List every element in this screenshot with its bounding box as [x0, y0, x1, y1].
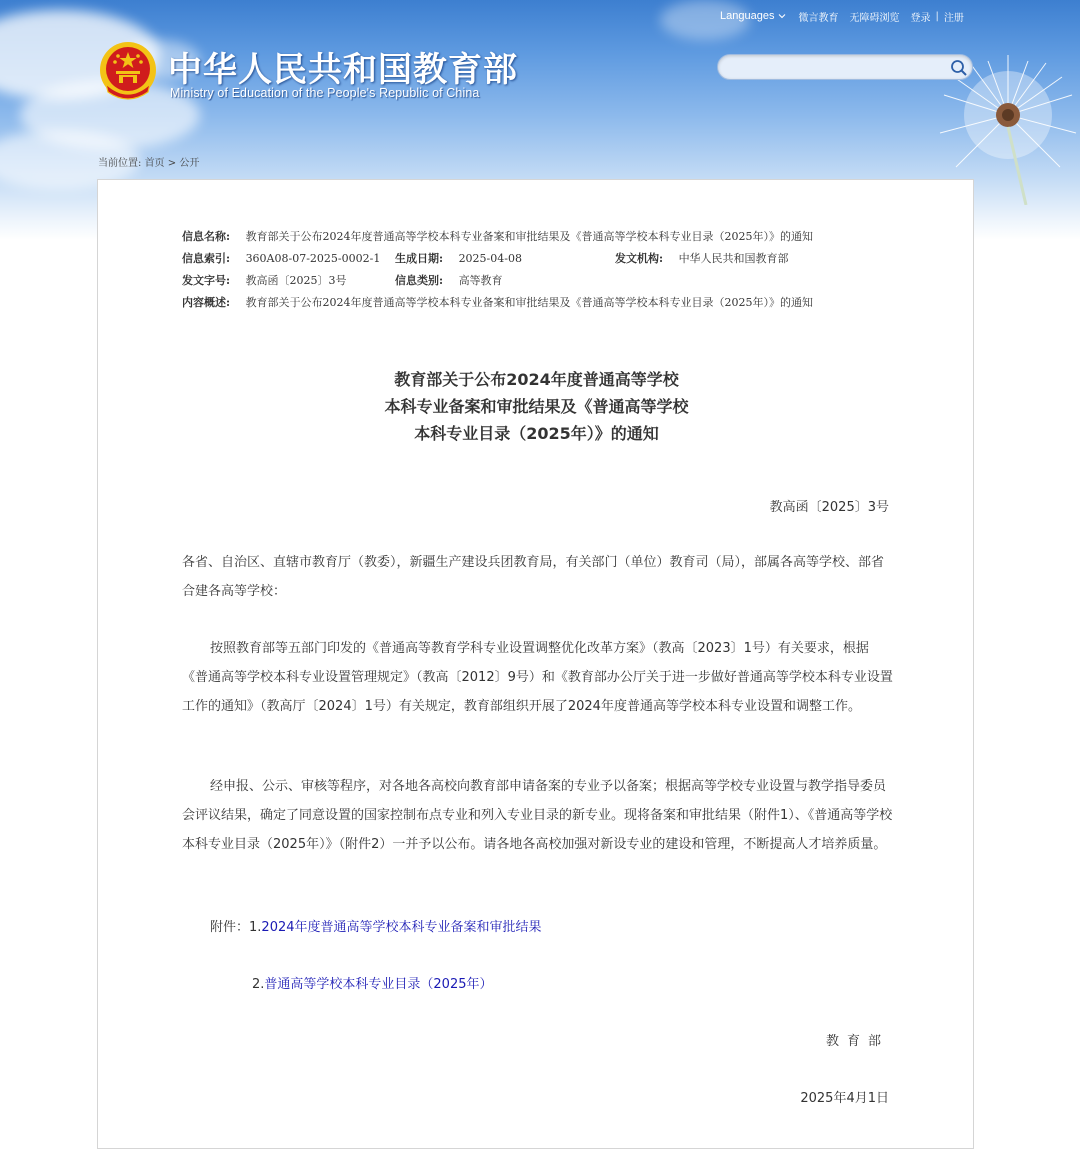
- signature: 教育部: [825, 1034, 889, 1049]
- meta-summary: [182, 294, 813, 310]
- meta-value: 中华人民共和国教育部: [678, 252, 789, 265]
- sign-date: 2025年4月1日: [800, 1091, 889, 1106]
- meta-label: 信息索引:: [182, 252, 231, 265]
- meta-value: 教高函〔2025〕3号: [245, 274, 347, 287]
- languages-link[interactable]: Languages: [720, 10, 775, 22]
- breadcrumb-current-link[interactable]: 公开: [179, 158, 200, 169]
- attachment-1: [210, 916, 542, 935]
- register-link[interactable]: 注册: [943, 12, 964, 24]
- title-line: 本科专业备案和审批结果及《普通高等学校: [384, 397, 689, 416]
- meta-label: 信息类别:: [395, 274, 444, 287]
- nav-separator: |: [935, 10, 939, 22]
- attachment-1-number: 1.: [249, 920, 262, 935]
- meta-category: [395, 272, 503, 288]
- meta-label: 发文字号:: [182, 274, 231, 287]
- title-line: 教育部关于公布2024年度普通高等学校: [394, 370, 679, 389]
- search-icon[interactable]: [950, 59, 968, 77]
- login-link[interactable]: 登录: [910, 12, 931, 24]
- attachment-2-number: 2.: [252, 977, 265, 992]
- meta-value: 教育部关于公布2024年度普通高等学校本科专业备案和审批结果及《普通高等学校本科专业目录（2025年）》的通知: [245, 230, 814, 243]
- meta-label: 发文机构:: [615, 252, 664, 265]
- site-subtitle: Ministry of Education of the People's Republic of China: [170, 86, 480, 100]
- top-nav: [720, 8, 964, 24]
- breadcrumb-prefix: 当前位置:: [98, 158, 142, 169]
- attachment-2: [252, 973, 493, 992]
- document-number: 教高函〔2025〕3号: [769, 500, 889, 515]
- breadcrumb-arrow: >: [167, 158, 177, 169]
- meta-info-name: [182, 228, 813, 244]
- content-box: [97, 179, 974, 1149]
- attachment-2-link[interactable]: 普通高等学校本科专业目录（2025年）: [264, 977, 493, 992]
- document-title: [98, 366, 975, 447]
- wechat-link[interactable]: 微言教育: [798, 12, 839, 24]
- meta-doc-no: [182, 272, 347, 288]
- breadcrumb-home-link[interactable]: 首页: [144, 158, 165, 169]
- meta-value: 360A08-07-2025-0002-1: [245, 252, 381, 265]
- meta-label: 信息名称:: [182, 230, 231, 243]
- chevron-down-icon[interactable]: [778, 12, 786, 20]
- attachments-label: 附件：: [210, 920, 250, 935]
- salutation: 各省、自治区、直辖市教育厅（教委），新疆生产建设兵团教育局，有关部门（单位）教育司（局），部属各高等学校、部省合建各高等学校：: [182, 555, 885, 599]
- search-box: [717, 54, 973, 80]
- meta-gen-date: [395, 250, 522, 266]
- paragraph-1: 按照教育部等五部门印发的《普通高等教育学科专业设置调整优化改革方案》（教高〔2023〕1号）有关要求，根据《普通高等学校本科专业设置管理规定》（教高〔2012〕9号）和《教育部办公厅关于进一步做好普通高等学校本科专业设置工作的通知》（教高厅〔2024〕1号）有关规定，教育部组织开展了2024年度普通高等学校本科专业设置和调整工作。: [182, 641, 893, 714]
- breadcrumb: [98, 154, 199, 169]
- meta-value: 2025-04-08: [458, 252, 522, 265]
- meta-issuer: [615, 250, 789, 266]
- meta-value: 教育部关于公布2024年度普通高等学校本科专业备案和审批结果及《普通高等学校本科专业目录（2025年）》的通知: [245, 296, 814, 309]
- accessible-link[interactable]: 无障碍浏览: [849, 12, 900, 24]
- national-emblem-icon: [98, 40, 158, 102]
- attachment-1-link[interactable]: 2024年度普通高等学校本科专业备案和审批结果: [261, 920, 542, 935]
- meta-label: 内容概述:: [182, 296, 231, 309]
- search-input[interactable]: [728, 58, 942, 78]
- site-title: 中华人民共和国教育部: [168, 50, 518, 90]
- paragraph-2: 经申报、公示、审核等程序，对各地各高校向教育部申请备案的专业予以备案；根据高等学校专业设置与教学指导委员会评议结果，确定了同意设置的国家控制布点专业和列入专业目录的新专业。现将备案和审批结果（附件1）、《普通高等学校本科专业目录（2025年）》（附件2）一并予以公布。请各地各高校加强对新设专业的建设和管理，不断提高人才培养质量。: [182, 779, 893, 852]
- title-line: 本科专业目录（2025年）》的通知: [414, 424, 659, 443]
- meta-label: 生成日期:: [395, 252, 444, 265]
- meta-index: [182, 250, 380, 266]
- meta-value: 高等教育: [458, 274, 503, 287]
